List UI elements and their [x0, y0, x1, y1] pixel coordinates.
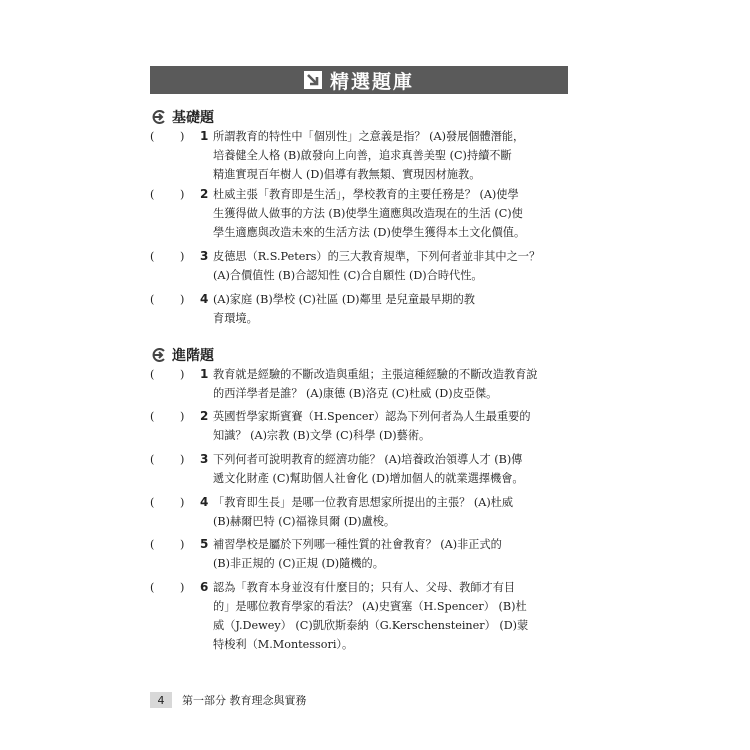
question-line: (A)家庭 (B)學校 (C)社區 (D)鄰里 是兒童最早期的教 [213, 293, 475, 306]
question-number: 4 [200, 495, 209, 509]
question-text [213, 450, 570, 488]
question-line: 特梭利（M.Montessori）。 [213, 638, 354, 651]
question-number: 2 [200, 409, 209, 423]
paren-close: ) [180, 496, 185, 509]
paren-close: ) [180, 188, 185, 201]
question-line: 補習學校是屬於下列哪一種性質的社會教育？ (A)非正式的 [213, 538, 502, 551]
question-line: 教育就是經驗的不斷改造與重組；主張這種經驗的不斷改造教育說 [213, 368, 538, 381]
page-number: 4 [150, 692, 172, 708]
question-line: (B)非正規的 (C)正規 (D)隨機的。 [213, 557, 384, 570]
question-line: 的」是哪位教育學家的看法？ (A)史賓塞（H.Spencer） (B)杜 [213, 600, 527, 613]
question-line: 杜威主張「教育即是生活」，學校教育的主要任務是？ (A)使學 [213, 188, 519, 201]
question-line: 認為「教育本身並沒有什麼目的；只有人、父母、教師才有目 [213, 581, 516, 594]
question-text [213, 185, 570, 242]
question-number: 2 [200, 187, 209, 201]
paren-close: ) [180, 410, 185, 423]
question-text [213, 493, 570, 531]
question-line: 知識？ (A)宗教 (B)文學 (C)科學 (D)藝術。 [213, 429, 431, 442]
question-number: 3 [200, 452, 209, 466]
section-heading-advanced [150, 345, 214, 365]
paren-open: ( [150, 410, 155, 423]
question-line: 培養健全人格 (B)啟發向上向善，追求真善美聖 (C)持續不斷 [213, 149, 512, 162]
section-title: 基礎題 [172, 110, 214, 126]
paren-close: ) [180, 250, 185, 263]
paren-open: ( [150, 581, 155, 594]
question-line: (B)赫爾巴特 (C)福祿貝爾 (D)盧梭。 [213, 515, 396, 528]
question-text [213, 290, 570, 328]
question-line: 皮德思（R.S.Peters）的三大教育規準，下列何者並非其中之一？ [213, 250, 541, 263]
question-line: 學生適應與改造未來的生活方法 (D)使學生獲得本土文化價值。 [213, 226, 526, 239]
paren-open: ( [150, 188, 155, 201]
question-text [213, 535, 570, 573]
question-text [213, 365, 570, 403]
question-number: 4 [200, 292, 209, 306]
paren-close: ) [180, 538, 185, 551]
question-number: 6 [200, 580, 209, 594]
paren-open: ( [150, 368, 155, 381]
curved-arrow-icon [150, 347, 168, 363]
section-title: 進階題 [172, 348, 214, 364]
question-number: 5 [200, 537, 209, 551]
paren-open: ( [150, 130, 155, 143]
paren-open: ( [150, 538, 155, 551]
section-banner [150, 66, 568, 94]
question-line: 生獲得做人做事的方法 (B)使學生適應與改造現在的生活 (C)使 [213, 207, 523, 220]
question-line: 下列何者可說明教育的經濟功能？ (A)培養政治領導人才 (B)傳 [213, 453, 523, 466]
paren-close: ) [180, 581, 185, 594]
paren-close: ) [180, 453, 185, 466]
question-number: 1 [200, 367, 209, 381]
paren-close: ) [180, 130, 185, 143]
section-heading-basic [150, 107, 214, 127]
question-text [213, 578, 570, 654]
paren-open: ( [150, 453, 155, 466]
question-text [213, 247, 570, 285]
question-line: 的西洋學者是誰？ (A)康德 (B)洛克 (C)杜威 (D)皮亞傑。 [213, 387, 498, 400]
question-number: 3 [200, 249, 209, 263]
question-line: (A)合價值性 (B)合認知性 (C)合自願性 (D)合時代性。 [213, 269, 483, 282]
paren-open: ( [150, 293, 155, 306]
question-line: 育環境。 [213, 312, 258, 325]
curved-arrow-icon [150, 109, 168, 125]
question-line: 威（J.Dewey） (C)凱欣斯泰納（G.Kerschensteiner） (D)蒙 [213, 619, 529, 632]
question-text [213, 127, 570, 184]
page-footer [150, 692, 307, 708]
question-line: 遞文化財產 (C)幫助個人社會化 (D)增加個人的就業選擇機會。 [213, 472, 524, 485]
paren-close: ) [180, 368, 185, 381]
arrow-down-right-icon [304, 71, 322, 89]
question-text [213, 407, 570, 445]
paren-close: ) [180, 293, 185, 306]
question-number: 1 [200, 129, 209, 143]
question-line: 「教育即生長」是哪一位教育思想家所提出的主張？ (A)杜威 [213, 496, 514, 509]
banner-title: 精選題庫 [329, 70, 414, 93]
question-line: 精進實現百年樹人 (D)倡導有教無類、實現因材施教。 [213, 168, 481, 181]
question-line: 所謂教育的特性中「個別性」之意義是指？ (A)發展個體潛能， [213, 130, 525, 143]
paren-open: ( [150, 250, 155, 263]
question-line: 英國哲學家斯賓賽（H.Spencer）認為下列何者為人生最重要的 [213, 410, 531, 423]
footer-text: 第一部分 教育理念與實務 [182, 694, 307, 707]
paren-open: ( [150, 496, 155, 509]
